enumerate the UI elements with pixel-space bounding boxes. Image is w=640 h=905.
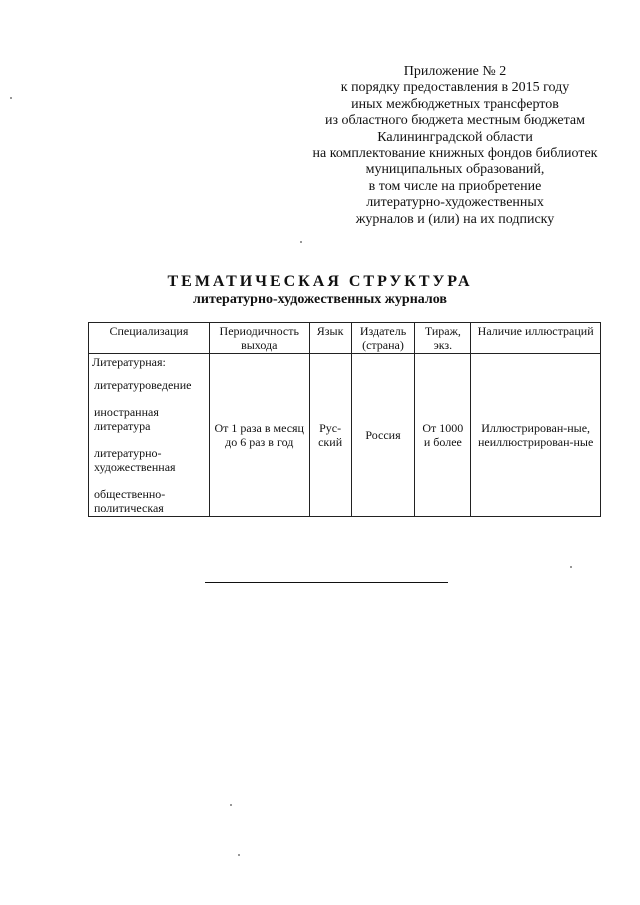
appendix-line: Калининградской области	[377, 129, 533, 145]
appendix-line: муниципальных образований,	[365, 162, 545, 178]
scan-speck	[300, 241, 302, 243]
cell-language: Рус-ский	[309, 354, 351, 517]
appendix-block	[285, 64, 625, 228]
header-illustrations: Наличие иллюстраций	[471, 323, 601, 354]
header-specialization: Специализация	[89, 323, 210, 354]
appendix-line: иных межбюджетных трансфертов	[351, 96, 559, 112]
cell-publisher: Россия	[351, 354, 415, 517]
scan-speck	[238, 854, 240, 856]
document-title: ТЕМАТИЧЕСКАЯ СТРУКТУРА	[167, 273, 473, 290]
specialization-item: литературоведение	[94, 378, 192, 392]
specialization-item: иностранная литература	[94, 405, 159, 433]
specialization-item: общественно-политическая	[94, 487, 166, 515]
appendix-line: из областного бюджета местным бюджетам	[325, 113, 585, 129]
specialization-title: Литературная:	[92, 355, 166, 369]
cell-periodicity: От 1 раза в месяц до 6 раз в год	[209, 354, 309, 517]
scan-speck	[10, 97, 12, 99]
table-header-row	[89, 323, 601, 354]
header-language: Язык	[309, 323, 351, 354]
table-row	[89, 354, 601, 517]
thematic-structure-table	[88, 322, 601, 517]
appendix-line: литературно-художественных	[366, 195, 544, 211]
specialization-item: литературно-художественная	[94, 446, 176, 474]
header-periodicity: Периодичность выхода	[209, 323, 309, 354]
appendix-line: журналов и (или) на их подписку	[355, 211, 555, 227]
cell-specialization	[89, 354, 210, 517]
appendix-line: на комплектование книжных фондов библиотек	[312, 146, 598, 162]
scan-speck	[570, 566, 572, 568]
scan-speck	[230, 804, 232, 806]
header-circulation: Тираж, экз.	[415, 323, 471, 354]
appendix-line: к порядку предоставления в 2015 году	[340, 80, 570, 96]
appendix-line: Приложение № 2	[403, 64, 507, 79]
document-subtitle: литературно-художественных журналов	[193, 292, 447, 307]
appendix-line: в том числе на приобретение	[368, 178, 542, 194]
closing-rule	[205, 582, 448, 583]
cell-circulation: От 1000 и более	[415, 354, 471, 517]
cell-illustrations: Иллюстрирован-ные, неиллюстрирован-ные	[471, 354, 601, 517]
header-publisher: Издатель (страна)	[351, 323, 415, 354]
